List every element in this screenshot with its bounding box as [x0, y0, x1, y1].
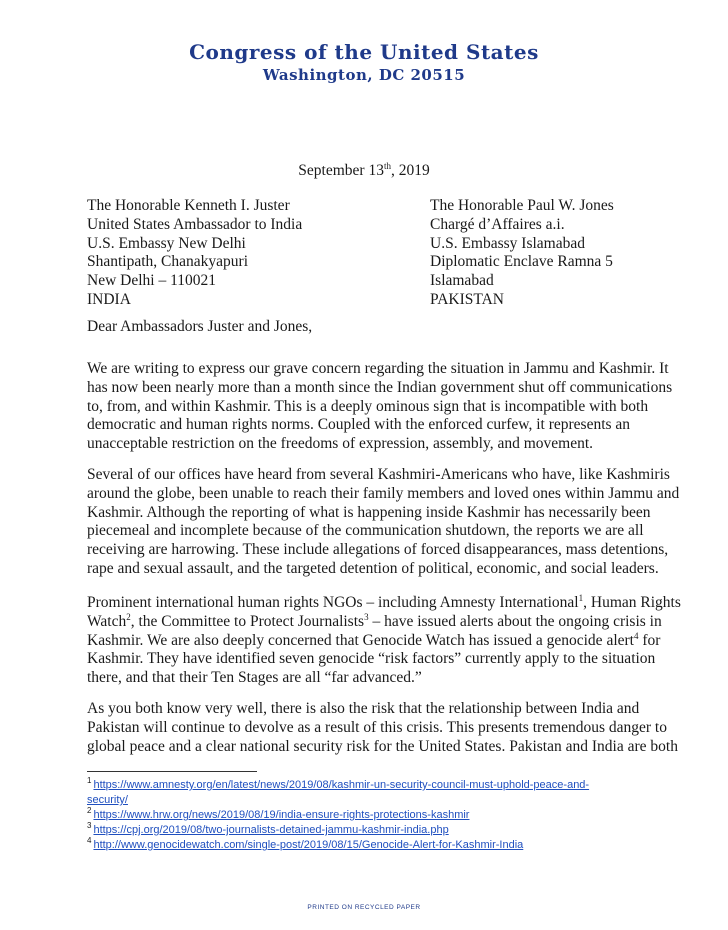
- address-line: Shantipath, Chanakyapuri: [87, 253, 248, 271]
- text-line: global peace and a clear national security risk for the United States. Pakistan and India are both: [87, 737, 678, 755]
- footnote-item: $^3$ https://cpj.org/2019/08/two-journalists-detained-jammu-kashmir-india.php: [87, 821, 449, 836]
- address-line: U.S. Embassy New Delhi: [87, 234, 246, 252]
- recipient-address-india: [87, 197, 302, 310]
- footnote-ref[interactable]: 2: [126, 611, 131, 622]
- paragraph-4: [87, 700, 678, 756]
- paragraph-2: [87, 466, 680, 579]
- text-line: unacceptable restriction on the freedoms of expression, assembly, and movement.: [87, 435, 594, 453]
- address-line: United States Ambassador to India: [87, 215, 303, 233]
- footnote-divider: [87, 771, 257, 772]
- footnotes: [87, 778, 589, 853]
- recycled-paper-notice: PRINTED ON RECYCLED PAPER: [307, 904, 421, 911]
- text-line: Watch$^2$, the Committee to Protect Journalists$^3$ – have issued alerts about the ongoing crisis in: [87, 611, 662, 630]
- address-line: Chargé d’Affaires a.i.: [430, 215, 565, 233]
- text-line: Pakistan will continue to devolve as a result of this crisis. This presents tremendous danger to: [87, 718, 667, 736]
- footnote-link[interactable]: https://cpj.org/2019/08/two-journalists-detained-jammu-kashmir-india.php: [93, 824, 449, 836]
- text-line: around the globe, been unable to reach their family members and loved ones within Jammu and: [87, 484, 680, 502]
- paragraph-1: [87, 360, 673, 454]
- text-line: Kashmir. They have identified seven genocide “risk factors” currently apply to the situation: [87, 650, 656, 668]
- footnote-link[interactable]: https://www.hrw.org/news/2019/08/19/india-ensure-rights-protections-kashmir: [93, 809, 470, 821]
- text-line: Several of our offices have heard from several Kashmiri-Americans who have, like Kashmiris: [87, 466, 670, 483]
- footnote-item: [87, 793, 589, 808]
- text-line: As you both know very well, there is also the risk that the relationship between India and: [87, 700, 640, 717]
- text-line: there, and that their Ten Stages are all “far advanced.”: [87, 669, 422, 687]
- text-line: rape and sexual assault, and the targeted detention of political, economic, and social leaders.: [87, 559, 659, 577]
- address-line: The Honorable Kenneth I. Juster: [87, 197, 290, 214]
- address-line: Islamabad: [430, 272, 494, 290]
- address-line: INDIA: [87, 290, 131, 308]
- recipient-address-pakistan: [430, 197, 614, 310]
- text-line: We are writing to express our grave concern regarding the situation in Jammu and Kashmir. It: [87, 360, 669, 377]
- footnote-link[interactable]: http://www.genocidewatch.com/single-post/2019/08/15/Genocide-Alert-for-Kashmir-India: [93, 839, 524, 851]
- letterhead-title: Congress of the United States: [189, 40, 539, 64]
- footnote-item: $^1$ https://www.amnesty.org/en/latest/news/2019/08/kashmir-un-security-council-must-uphold-peace-and-: [87, 776, 590, 791]
- address-line: U.S. Embassy Islamabad: [430, 234, 585, 252]
- paragraph-3: [87, 592, 681, 688]
- footnote-item: $^2$ https://www.hrw.org/news/2019/08/19/india-ensure-rights-protections-kashmir: [87, 806, 470, 821]
- text-line: to, from, and within Kashmir. This is a deeply ominous sign that is incompatible with both: [87, 397, 649, 415]
- text-line: Kashmir. Although the reporting of what is happening inside Kashmir has necessarily been: [87, 503, 651, 521]
- text-line: Kashmir. We are also deeply concerned that Genocide Watch has issued a genocide alert$^4$ for: [87, 630, 661, 649]
- letter-date: September 13th, 2019: [298, 160, 430, 179]
- text-line: piecemeal and incomplete because of the communication shutdown, the reports we are all: [87, 522, 644, 540]
- text-line: democratic and human rights norms. Coupled with the enforced curfew, it represents an: [87, 416, 631, 434]
- address-line: PAKISTAN: [430, 290, 504, 308]
- text-line: receiving are harrowing. These include allegations of forced disappearances, mass detentions,: [87, 541, 669, 559]
- text-line: Prominent international human rights NGOs – including Amnesty International$^1$, Human Rights: [87, 592, 681, 611]
- footnote-ref[interactable]: 3: [364, 611, 369, 622]
- footnote-link[interactable]: https://www.amnesty.org/en/latest/news/2019/08/kashmir-un-security-council-must-uphold-peace-and-: [93, 779, 590, 791]
- address-line: Diplomatic Enclave Ramna 5: [430, 253, 613, 271]
- footnote-ref[interactable]: 4: [633, 630, 639, 641]
- letterhead-address: Washington, DC 20515: [262, 66, 466, 84]
- salutation: Dear Ambassadors Juster and Jones,: [87, 318, 313, 335]
- address-line: New Delhi – 110021: [87, 272, 217, 290]
- footnote-ref[interactable]: 1: [578, 592, 584, 603]
- text-line: has now been nearly more than a month since the Indian government shut off communications: [87, 378, 673, 396]
- footnote-item: $^4$ http://www.genocidewatch.com/single-post/2019/08/15/Genocide-Alert-for-Kashmir-India: [87, 836, 524, 851]
- address-line: The Honorable Paul W. Jones: [430, 197, 614, 214]
- footnote-link[interactable]: security/: [87, 794, 128, 806]
